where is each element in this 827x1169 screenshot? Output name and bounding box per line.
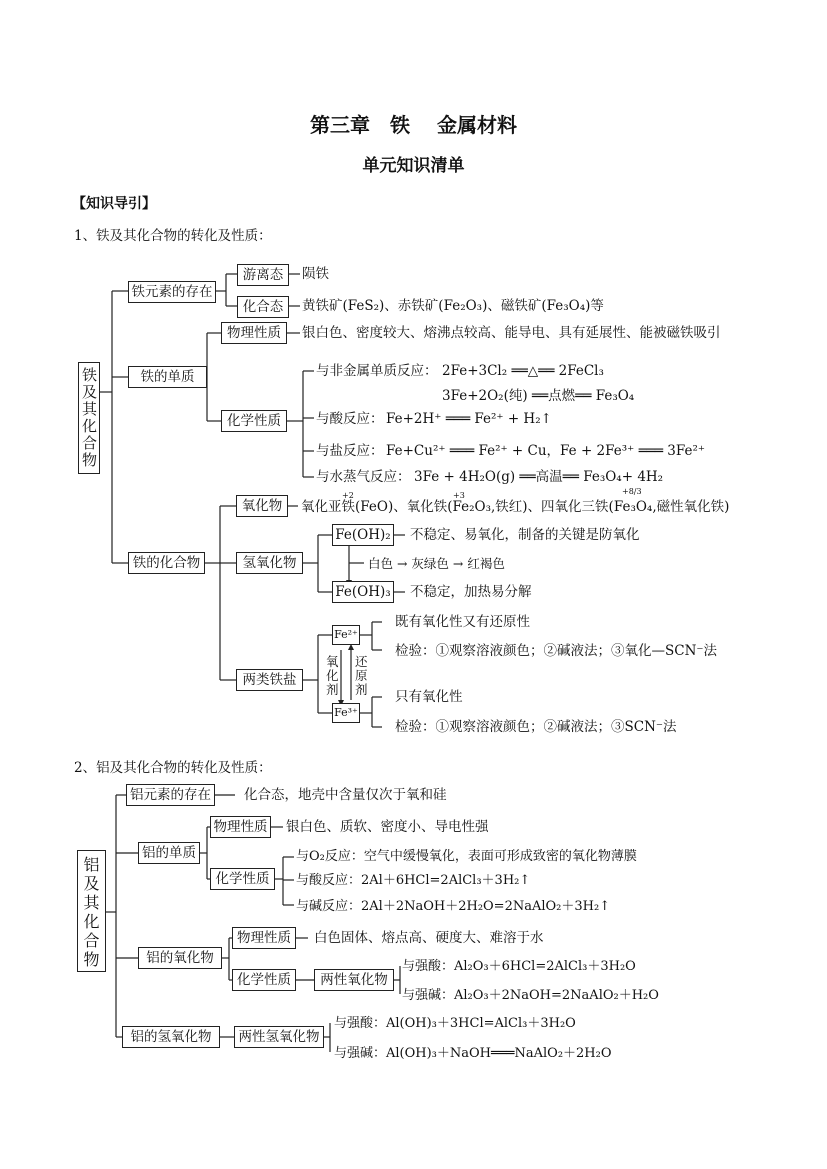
- iron-element-box: 铁的单质: [128, 366, 207, 388]
- al-physical-box: 物理性质: [210, 816, 271, 838]
- al-oxide-physical-box: 物理性质: [232, 927, 296, 949]
- iron-existence-box: 铁元素的存在: [128, 281, 216, 303]
- r1-label: 与非金属单质反应：: [316, 363, 438, 379]
- reductant-label: 还原剂: [355, 654, 368, 697]
- r4-label: 与水蒸气反应：: [316, 469, 411, 485]
- fe3-box: Fe³⁺: [332, 703, 360, 723]
- r3-label: 与盐反应：: [316, 443, 384, 459]
- r2-label: 与酸反应：: [316, 411, 384, 427]
- page-title: 第三章 铁 金属材料: [310, 113, 517, 137]
- oxides-desc: 氧化亚铁(FeO)、氧化铁(Fe₂O₃,铁红)、四氧化三铁(Fe₃O₄,磁性氧化铁): [301, 499, 730, 515]
- valence-fe2o3: +3: [453, 491, 465, 500]
- al-oxide-r1: 与强酸：Al₂O₃＋6HCl=2AlCl₃＋3H₂O: [402, 959, 636, 974]
- al-oxide-box: 铝的氧化物: [138, 947, 222, 969]
- oxides-box: 氧化物: [236, 495, 288, 517]
- feoh2-desc: 不稳定、易氧化，制备的关键是防氧化: [410, 527, 640, 543]
- al-oxide-physical-desc: 白色固体、熔点高、硬度大、难溶于水: [314, 930, 544, 946]
- iron-physical-box: 物理性质: [221, 322, 287, 344]
- al-hydroxide-r2: 与强碱：Al(OH)₃＋NaOH═══NaAlO₂＋2H₂O: [334, 1046, 612, 1061]
- valence-fe3o4: +8/3: [622, 487, 642, 496]
- r2-eq: Fe+2H⁺ ═══ Fe²⁺ + H₂↑: [386, 411, 552, 427]
- iron-salts-box: 两类铁盐: [236, 669, 303, 691]
- fe2-desc2: 检验：①观察溶液颜色；②碱液法；③氧化—SCN⁻法: [395, 643, 718, 659]
- section2-heading: 2、铝及其化合物的转化及性质：: [74, 760, 272, 776]
- hydroxides-box: 氢氧化物: [236, 552, 303, 574]
- root-text: 铁及其化合物: [82, 366, 98, 469]
- al-amphoteric-hydroxide-box: 两性氢氧化物: [234, 1026, 324, 1048]
- combined-state-desc: 黄铁矿(FeS₂)、赤铁矿(Fe₂O₃)、磁铁矿(Fe₃O₄)等: [302, 298, 604, 314]
- page-subtitle: 单元知识清单: [362, 156, 465, 176]
- oxidant-label: 氧化剂: [326, 654, 339, 697]
- al-oxide-r2: 与强碱：Al₂O₃＋2NaOH=2NaAlO₂＋H₂O: [402, 988, 659, 1003]
- free-state-box: 游离态: [237, 264, 289, 286]
- al-hydroxide-r1: 与强酸：Al(OH)₃＋3HCl=AlCl₃＋3H₂O: [334, 1016, 576, 1031]
- r4-eq: 3Fe + 4H₂O(g) ══高温══ Fe₃O₄+ 4H₂: [414, 469, 664, 485]
- section1-heading: 1、铁及其化合物的转化及性质：: [74, 228, 272, 244]
- r1-eq1: 2Fe+3Cl₂ ══△══ 2FeCl₃: [442, 363, 604, 379]
- color-change: 白色 → 灰绿色 → 红褐色: [368, 556, 505, 571]
- feoh3-box: Fe(OH)₃: [332, 581, 394, 603]
- iron-compounds-box: 铁的化合物: [128, 552, 205, 574]
- fe3-desc1: 只有氧化性: [395, 689, 463, 705]
- feoh2-box: Fe(OH)₂: [332, 524, 394, 546]
- al-chemical-box: 化学性质: [210, 868, 275, 890]
- al-amphoteric-oxide-box: 两性氧化物: [314, 969, 394, 991]
- al-oxide-chemical-box: 化学性质: [232, 969, 296, 991]
- al-existence-box: 铝元素的存在: [126, 784, 215, 806]
- iron-physical-desc: 银白色、密度较大、熔沸点较高、能导电、具有延展性、能被磁铁吸引: [302, 325, 721, 341]
- free-state-desc: 陨铁: [302, 266, 329, 282]
- al-hydroxide-box: 铝的氢氧化物: [122, 1026, 220, 1048]
- al-element-box: 铝的单质: [138, 842, 200, 864]
- al-root-text: 铝及其化合物: [83, 855, 100, 969]
- fe2-box: Fe²⁺: [332, 625, 360, 645]
- combined-state-box: 化合态: [237, 296, 289, 318]
- al-existence-desc: 化合态，地壳中含量仅次于氧和硅: [244, 787, 447, 803]
- al-r2: 与酸反应：2Al＋6HCl=2AlCl₃＋3H₂↑: [296, 873, 531, 888]
- iron-root-box: [78, 362, 100, 474]
- fe2-desc1: 既有氧化性又有还原性: [395, 614, 530, 630]
- valence-feo: +2: [342, 491, 354, 500]
- r3-eq: Fe+Cu²⁺ ═══ Fe²⁺ + Cu，Fe + 2Fe³⁺ ═══ 3Fe²⁺: [386, 443, 705, 459]
- feoh3-desc: 不稳定，加热易分解: [410, 584, 532, 600]
- iron-chemical-box: 化学性质: [221, 410, 287, 432]
- al-r3: 与碱反应：2Al＋2NaOH＋2H₂O=2NaAlO₂＋3H₂↑: [296, 899, 611, 914]
- guide-heading: 【知识导引】: [72, 196, 156, 212]
- al-physical-desc: 银白色、质软、密度小、导电性强: [286, 819, 489, 835]
- r1-eq2: 3Fe+2O₂(纯) ══点燃══ Fe₃O₄: [442, 388, 635, 404]
- al-r1: 与O₂反应：空气中缓慢氧化，表面可形成致密的氧化物薄膜: [296, 849, 637, 864]
- fe3-desc2: 检验：①观察溶液颜色；②碱液法；③SCN⁻法: [395, 719, 677, 735]
- aluminum-root-box: [77, 850, 106, 972]
